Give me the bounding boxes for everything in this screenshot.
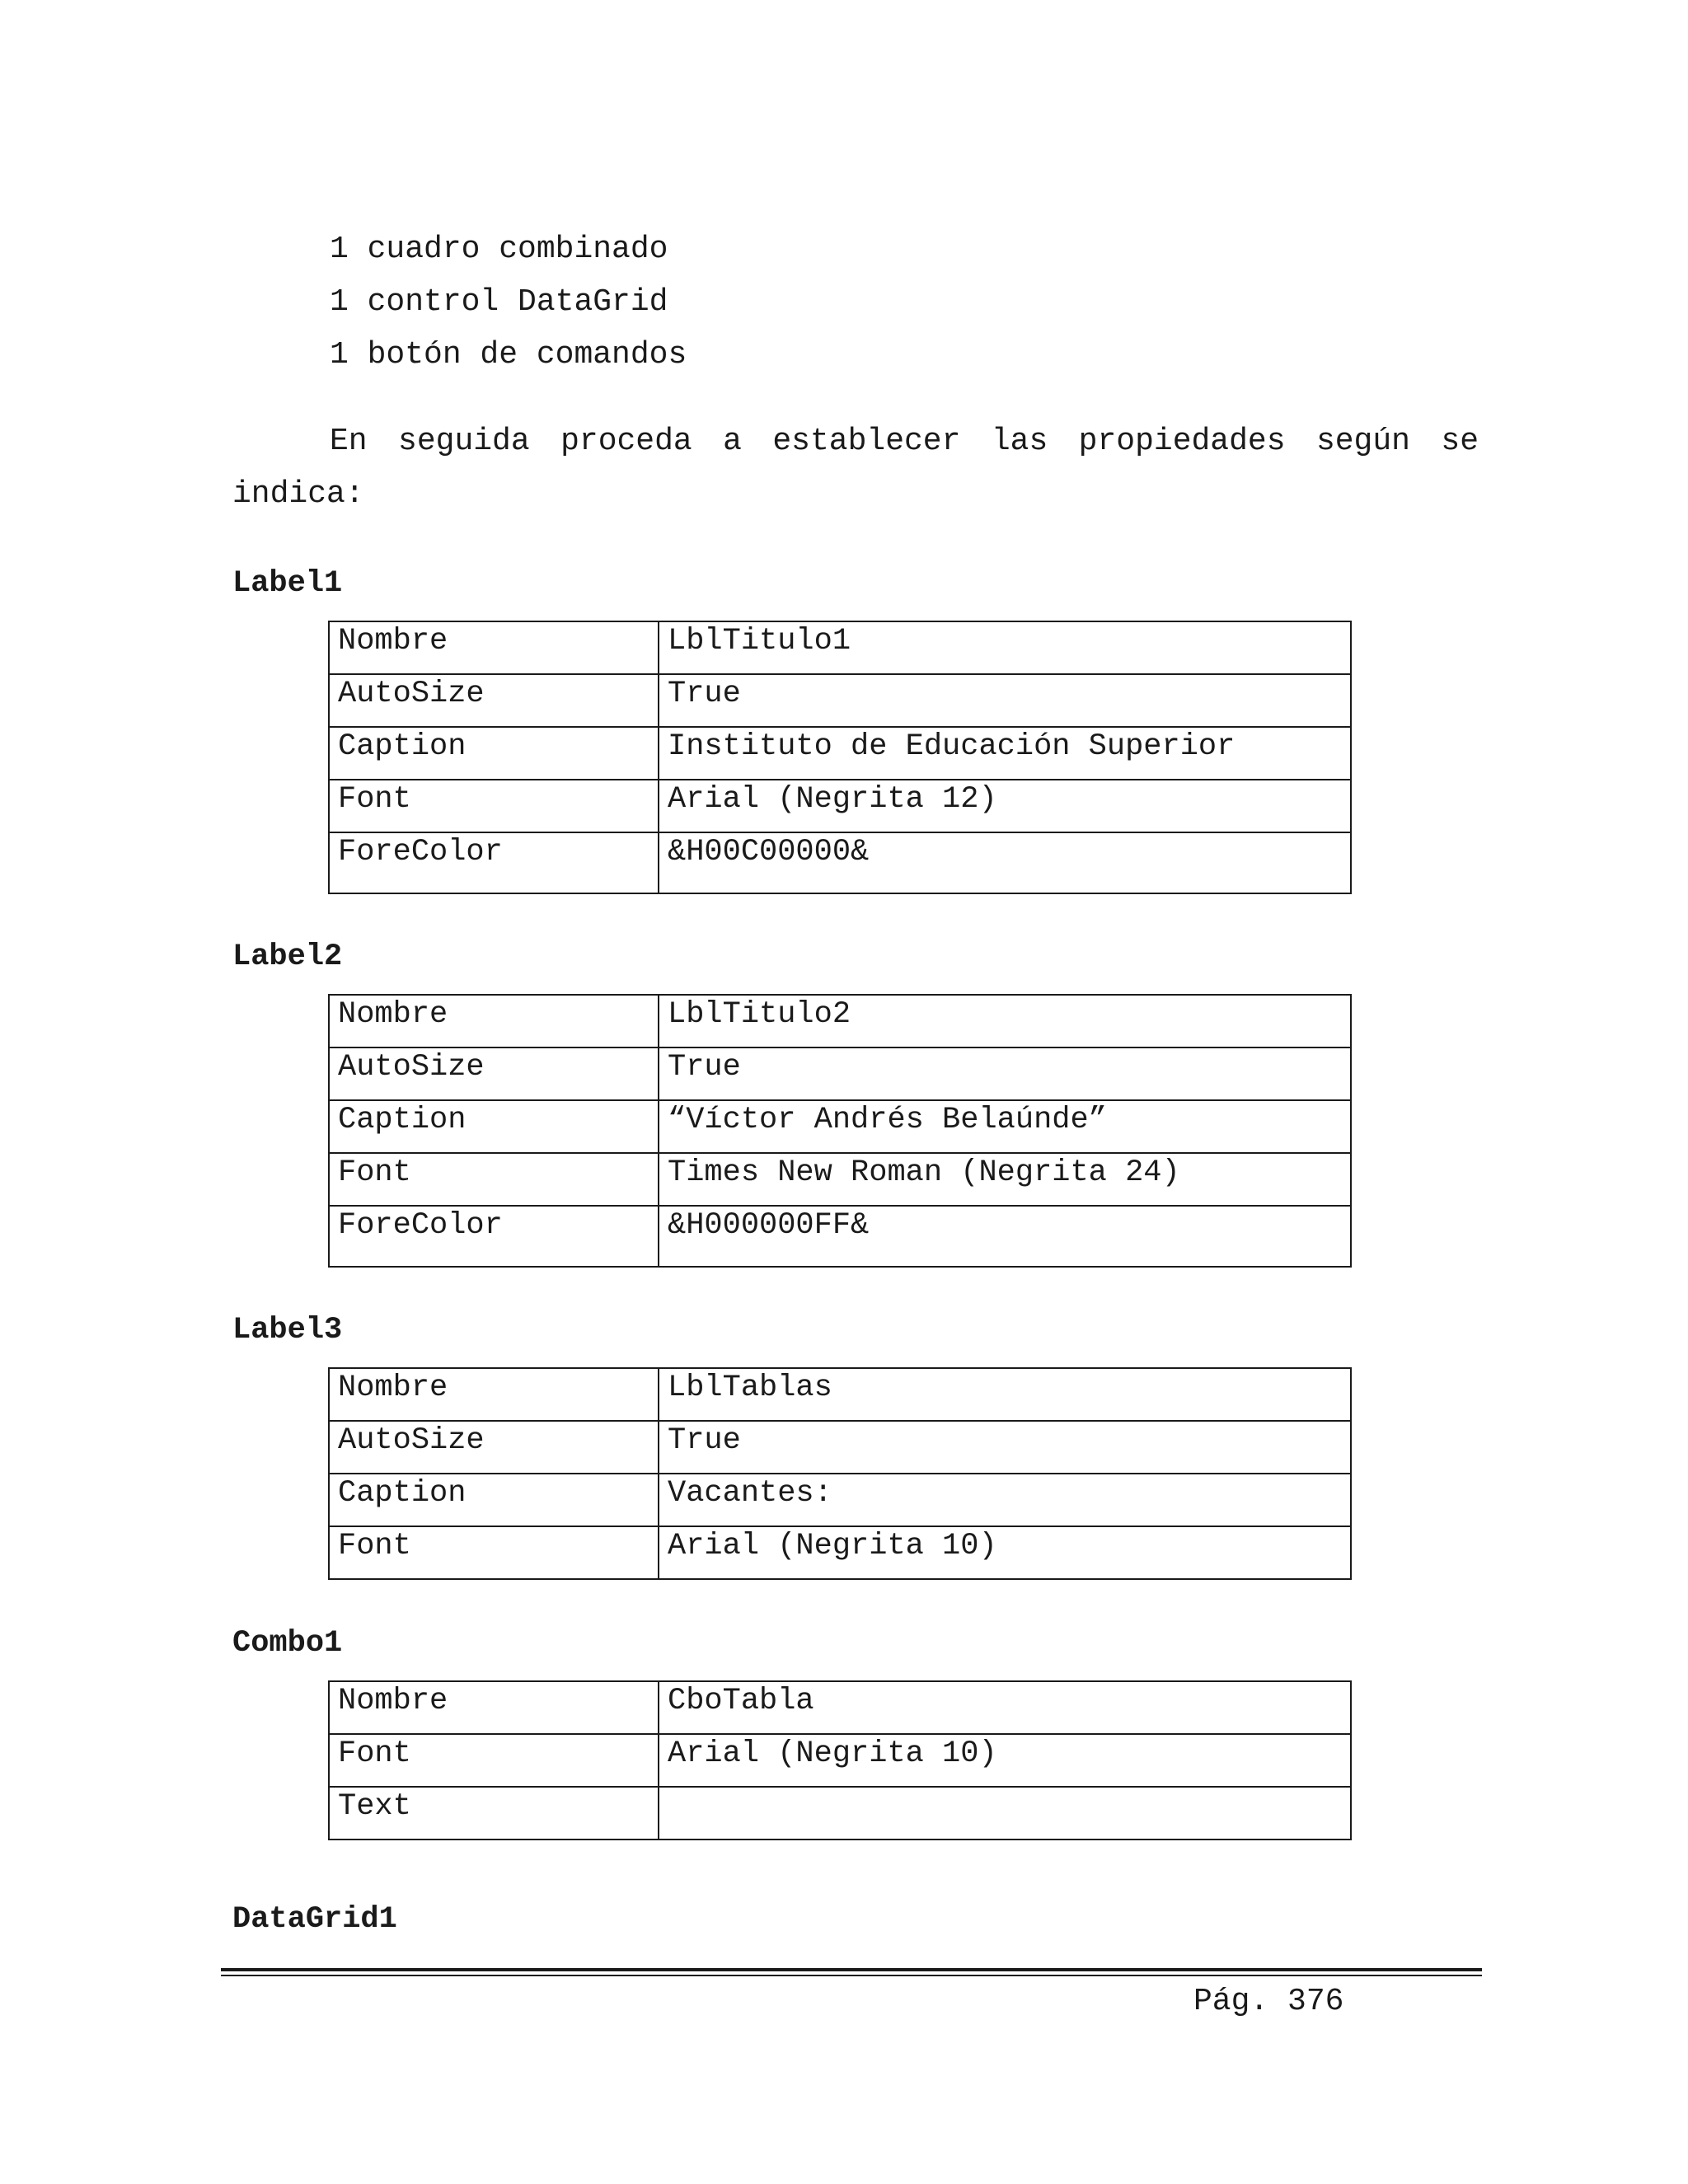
table-row: [329, 780, 1351, 832]
table-row: [329, 674, 1351, 727]
property-name: ForeColor: [329, 1206, 659, 1267]
table-row: [329, 1474, 1351, 1526]
table-row: [329, 1368, 1351, 1421]
property-value: LblTitulo1: [659, 621, 1351, 674]
property-value: CboTabla: [659, 1681, 1351, 1734]
table-row: [329, 1100, 1351, 1153]
section-heading-datagrid1: DataGrid1: [232, 1902, 397, 1937]
table-row: [329, 832, 1351, 893]
table-row: [329, 621, 1351, 674]
property-name: Caption: [329, 727, 659, 780]
section-heading-combo1: Combo1: [232, 1626, 343, 1661]
properties-table-label3: [328, 1367, 1352, 1580]
table-row: [329, 1734, 1351, 1787]
property-value: [659, 1787, 1351, 1840]
property-value: Times New Roman (Negrita 24): [659, 1153, 1351, 1206]
table-row: [329, 1421, 1351, 1474]
property-value: LblTitulo2: [659, 995, 1351, 1047]
property-value: Arial (Negrita 10): [659, 1734, 1351, 1787]
property-name: Font: [329, 780, 659, 832]
property-name: AutoSize: [329, 674, 659, 727]
property-value: True: [659, 1421, 1351, 1474]
property-value: “Víctor Andrés Belaúnde”: [659, 1100, 1351, 1153]
table-row: [329, 1787, 1351, 1840]
table-row: [329, 1681, 1351, 1734]
list-item: 1 control DataGrid: [330, 284, 668, 320]
section-heading-label3: Label3: [232, 1313, 343, 1347]
footer-divider: [221, 1975, 1482, 1976]
property-value: Arial (Negrita 10): [659, 1526, 1351, 1579]
property-name: Caption: [329, 1100, 659, 1153]
intro-paragraph: En seguida proceda a establecer las propiedades según se indica:: [232, 424, 1479, 512]
property-name: Nombre: [329, 1681, 659, 1734]
properties-table-label1: [328, 621, 1352, 894]
property-value: True: [659, 674, 1351, 727]
property-value: Vacantes:: [659, 1474, 1351, 1526]
property-name: Font: [329, 1153, 659, 1206]
list-item: 1 botón de comandos: [330, 337, 687, 373]
property-name: Caption: [329, 1474, 659, 1526]
property-value: True: [659, 1047, 1351, 1100]
property-value: Instituto de Educación Superior: [659, 727, 1351, 780]
section-heading-label1: Label1: [232, 566, 343, 601]
property-name: AutoSize: [329, 1421, 659, 1474]
property-name: Font: [329, 1734, 659, 1787]
property-name: Nombre: [329, 1368, 659, 1421]
property-value: &H00C00000&: [659, 832, 1351, 893]
footer-divider: [221, 1968, 1482, 1971]
table-row: [329, 1153, 1351, 1206]
property-value: Arial (Negrita 12): [659, 780, 1351, 832]
page-number: Pág. 376: [1193, 1984, 1344, 2019]
property-name: AutoSize: [329, 1047, 659, 1100]
table-row: [329, 1047, 1351, 1100]
property-name: Nombre: [329, 621, 659, 674]
property-name: ForeColor: [329, 832, 659, 893]
properties-table-combo1: [328, 1680, 1352, 1840]
property-name: Font: [329, 1526, 659, 1579]
section-heading-label2: Label2: [232, 940, 343, 974]
property-name: Nombre: [329, 995, 659, 1047]
property-value: &H000000FF&: [659, 1206, 1351, 1267]
table-row: [329, 995, 1351, 1047]
table-row: [329, 1206, 1351, 1267]
property-name: Text: [329, 1787, 659, 1840]
table-row: [329, 727, 1351, 780]
properties-table-label2: [328, 994, 1352, 1268]
list-item: 1 cuadro combinado: [330, 232, 668, 267]
property-value: LblTablas: [659, 1368, 1351, 1421]
table-row: [329, 1526, 1351, 1579]
